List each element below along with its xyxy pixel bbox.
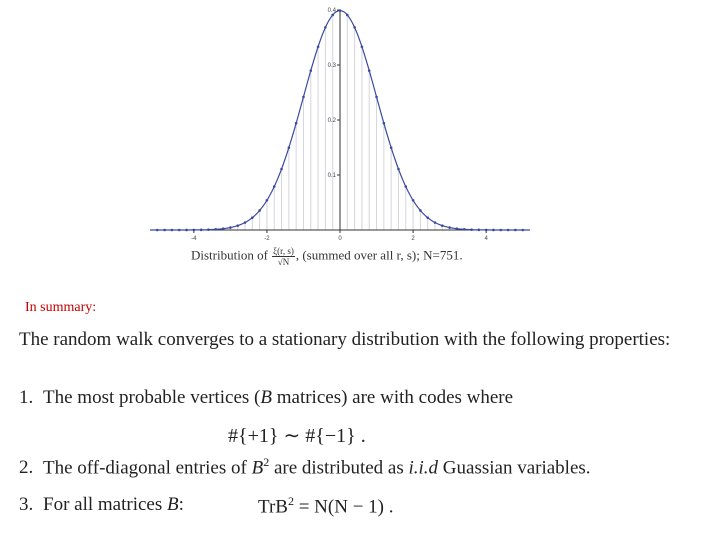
caption-frac-den: √N — [277, 257, 290, 267]
item-text: are distributed as — [269, 457, 409, 479]
data-point — [193, 229, 196, 232]
data-point — [441, 224, 444, 227]
data-point — [470, 228, 473, 231]
data-point — [251, 216, 254, 219]
data-point — [309, 69, 312, 72]
distribution-chart — [0, 0, 720, 245]
data-point — [280, 168, 283, 171]
eq-lhs: TrB — [258, 496, 288, 518]
data-point — [412, 199, 415, 202]
data-point — [229, 226, 232, 229]
data-point — [514, 229, 517, 232]
data-point — [485, 229, 488, 232]
data-point — [236, 224, 239, 227]
data-point — [244, 221, 247, 224]
data-point — [317, 45, 320, 48]
item-text: Guassian variables. — [438, 457, 591, 479]
item-math: B — [167, 494, 179, 515]
y-tick-label: 0.1 — [327, 173, 336, 179]
data-point — [324, 26, 327, 29]
caption-frac-num: ξ(r, s) — [273, 246, 294, 256]
y-tick-label: 0.3 — [327, 63, 336, 69]
data-point — [521, 229, 524, 232]
data-point — [375, 96, 378, 99]
y-tick-label: 0.4 — [327, 8, 336, 14]
data-point — [288, 146, 291, 149]
data-point — [361, 45, 364, 48]
data-point — [463, 228, 466, 231]
item-sup: 2 — [263, 455, 270, 469]
data-point — [295, 122, 298, 125]
item-number: 1. — [19, 387, 34, 408]
data-point — [404, 185, 407, 188]
item-text: matrices) are with codes where — [271, 387, 514, 408]
data-point — [178, 229, 181, 232]
list-item-1 — [19, 387, 513, 409]
data-point — [207, 228, 210, 231]
item-math: B — [251, 457, 264, 479]
data-point — [185, 229, 188, 232]
data-point — [353, 26, 356, 29]
x-tick-label: 0 — [338, 236, 342, 242]
eq-sup: 2 — [287, 494, 294, 508]
data-point — [499, 229, 502, 232]
list-item-3 — [19, 494, 184, 516]
data-point — [200, 229, 203, 232]
x-tick-label: 4 — [484, 236, 488, 242]
y-tick-label: 0.2 — [327, 118, 336, 124]
list-item-2 — [19, 455, 591, 479]
item-number: 2. — [19, 457, 34, 479]
data-point — [302, 96, 305, 99]
data-point — [346, 14, 349, 17]
caption-fraction — [272, 246, 295, 267]
item-math: B — [260, 387, 272, 408]
chart-caption — [191, 246, 531, 267]
item-number: 3. — [19, 494, 34, 515]
data-point — [478, 229, 481, 232]
data-point — [156, 229, 159, 232]
data-point — [258, 209, 261, 212]
item-text: : — [178, 494, 184, 515]
eq-rhs: = N(N − 1) . — [293, 496, 394, 518]
data-point — [390, 146, 393, 149]
caption-suffix: , (summed over all r, s); N=751. — [295, 247, 463, 263]
summary-label: In summary: — [25, 300, 97, 315]
data-point — [266, 199, 269, 202]
x-tick-label: -2 — [264, 236, 270, 242]
data-point — [214, 228, 217, 231]
data-point — [222, 227, 225, 230]
x-tick-label: 2 — [411, 236, 415, 242]
item-text: For all matrices — [43, 494, 167, 515]
data-point — [273, 185, 276, 188]
data-point — [171, 229, 174, 232]
intro-paragraph: The random walk converges to a stationary distribution with the following properties: — [19, 329, 671, 350]
data-point — [448, 226, 451, 229]
caption-prefix: Distribution of — [191, 247, 268, 263]
data-point — [397, 168, 400, 171]
data-point — [456, 227, 459, 230]
item-math: i.i.d — [408, 457, 439, 479]
data-point — [383, 122, 386, 125]
data-point — [426, 216, 429, 219]
data-point — [339, 9, 342, 12]
data-point — [368, 69, 371, 72]
item-text: The off-diagonal entries of — [43, 457, 252, 479]
data-point — [507, 229, 510, 232]
data-point — [492, 229, 495, 232]
data-point — [163, 229, 166, 232]
item-text: The most probable vertices ( — [43, 387, 261, 408]
x-tick-label: -4 — [191, 236, 197, 242]
equation-trace — [258, 494, 393, 518]
data-point — [434, 221, 437, 224]
data-point — [331, 14, 334, 17]
data-point — [419, 209, 422, 212]
equation-codes: #{+1} ∼ #{−1} . — [228, 425, 366, 447]
